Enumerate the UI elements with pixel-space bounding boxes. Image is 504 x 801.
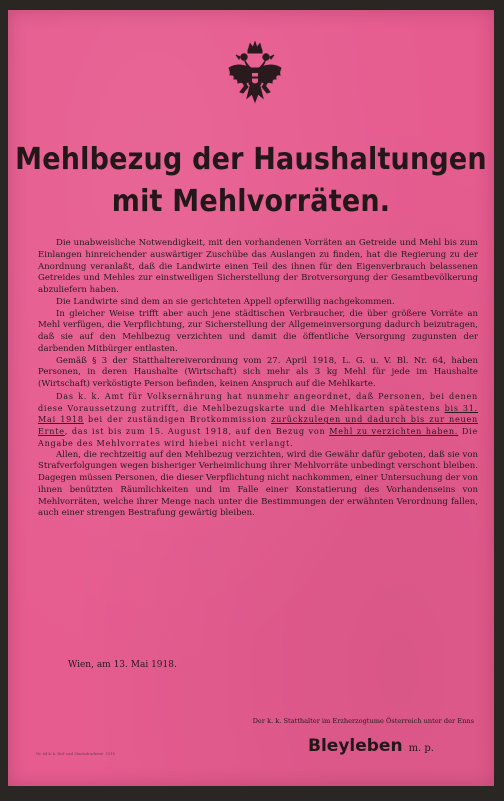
poster-sheet: [8, 10, 494, 786]
signature-suffix: m. p.: [408, 743, 434, 754]
paragraph-5-part-b: bei der zuständigen Brotkommission: [83, 414, 272, 425]
poster-title-line-2: mit Mehlvorräten.: [111, 184, 391, 219]
double-headed-eagle-icon: [226, 40, 284, 110]
issuing-office: Der k. k. Statthalter im Erzherzogtume Österreich unter der Enns: [252, 717, 474, 725]
paragraph-6: Allen, die rechtzeitig auf den Mehlbezug verzichten, wird die Gewähr dafür geboten, daß sie von Strafverfolgungen wegen bisheriger Verheimlichung ihrer Mehlvorräte unbedingt verschont bleiben. Dagegen müssen Personen, die dieser Verpflichtung nicht nachkommen, einer Untersuchung der von ihnen benützten Räumlichkeiten und im Falle einer Konstatierung des Vorhandenseins von Mehlvorräten, welche ihrer Menge nach unter die Bestimmungen der erwähnten Verordnung fallen, auch einer strengen Bestrafung gewärtig bleiben.: [38, 449, 479, 519]
printer-imprint: Nr. 64 k. k. Hof- und Staatsdruckerei. 1918: [36, 752, 115, 756]
paragraph-3: In gleicher Weise trifft aber auch jene städtischen Verbraucher, die über größere Vorräte an Mehl verfügen, die Verpflichtung, zur Sicherstellung der Allgemeinversorgung dadurch beizutragen, daß sie auf den Mehlbezug verzichten und damit die öffentliche Versorgung zugunsten der darbenden Mitbürger entlasten.: [38, 308, 478, 354]
paragraph-5-part-c: , das ist bis zum 15. August 1918, auf den Bezug von: [64, 426, 330, 436]
date-line: Wien, am 13. Mai 1918.: [68, 660, 177, 670]
return-underline: zurückzulegen und dadurch bis zur neuen Ernte: [38, 414, 478, 436]
waiver-underline: Mehl zu verzichten haben.: [329, 426, 459, 436]
deadline-underline: bis 31. Mai 1918: [38, 402, 478, 425]
paragraph-4: Gemäß § 3 der Statthaltereiverordnung vom 27. April 1918, L. G. u. V. Bl. Nr. 64, haben Personen, in deren Haushalte (Wirtschaft) sich mehr als 3 kg Mehl für jede im Haushalte (Wirtschaft) verköstigte Person befinden, keinen Anspruch auf die Mehlkarte.: [38, 355, 478, 389]
paragraph-5-part-d: Die Angabe des Mehlvorrates wird hiebei nicht verlangt.: [38, 426, 478, 448]
signature-name: Bleyleben: [308, 736, 403, 756]
paragraph-5-part-a: Das k. k. Amt für Volksernährung hat nunmehr angeordnet, daß Personen, bei denen diese Voraussetzung zutrifft, die Mehlbezugskarte und die Mehlkarten spätestens: [38, 390, 478, 413]
signature: [308, 736, 434, 756]
paragraph-1: Die unabweisliche Notwendigkeit, mit den vorhandenen Vorräten an Getreide und Mehl bis zum Einlangen hinreichender auswärtiger Zuschübe das Auslangen zu finden, hat die Regierung zu der Anordnung veranlaßt, daß die Landwirte einen Teil des ihnen für den Eigenverbrauch belassenen Getreides und Mehles zur einstweiligen Sicherstellung der Brotversorgung der Gesamtbevölkerung abzuliefern haben.: [38, 238, 478, 295]
paragraph-5: [38, 391, 478, 450]
poster-title-line-1: Mehlbezug der Haushaltungen: [15, 142, 487, 177]
poster-body: [38, 238, 478, 520]
paragraph-2: Die Landwirte sind dem an sie gerichteten Appell opferwillig nachgekommen.: [56, 296, 395, 307]
